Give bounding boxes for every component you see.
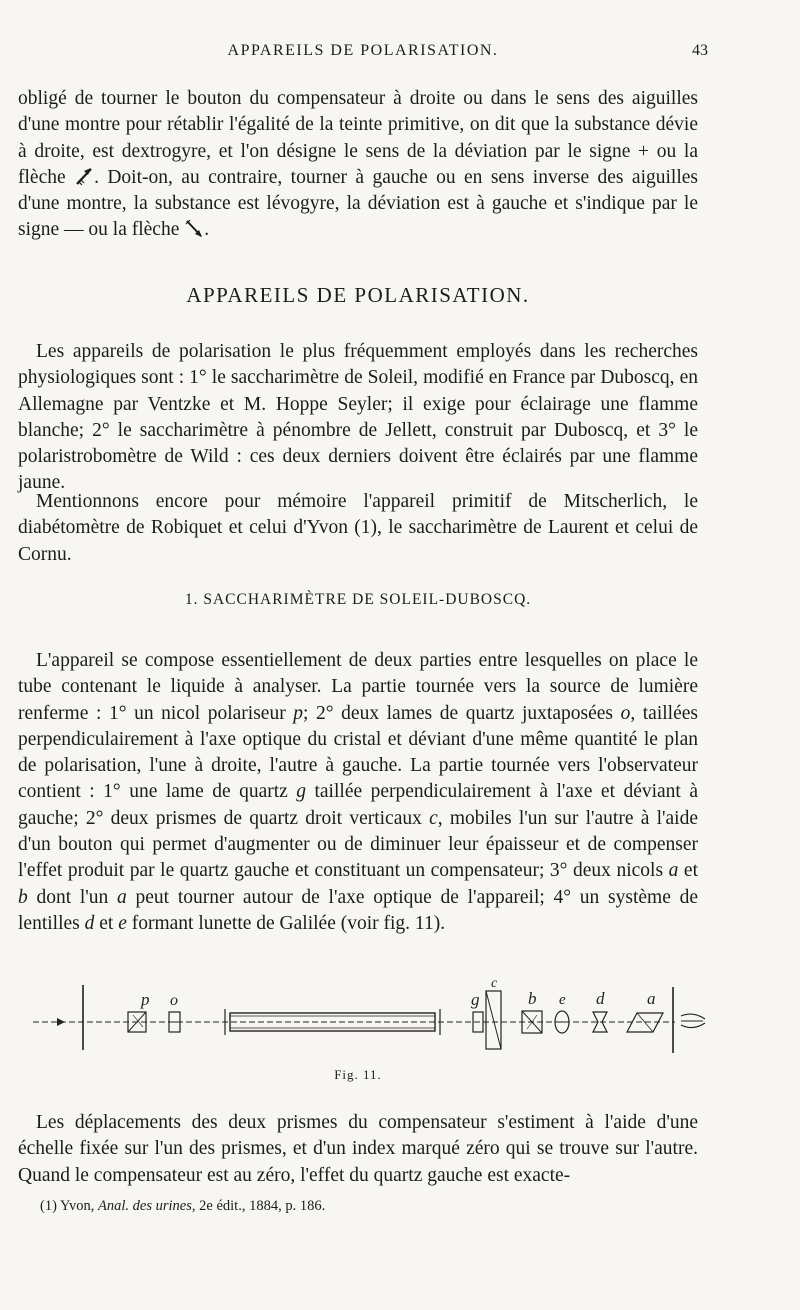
p4-var-e: e bbox=[118, 912, 127, 934]
paragraph-dextrogyre bbox=[18, 86, 698, 244]
lens-e bbox=[555, 1011, 569, 1033]
figure-saccharimetre-diagram bbox=[25, 975, 715, 1060]
footnote-author: Yvon, bbox=[60, 1198, 95, 1214]
quartz-plates-o bbox=[169, 1012, 180, 1032]
optical-diagram bbox=[25, 975, 715, 1060]
p4-text-4: taillée perpendiculairement à l'axe et déviant à gauche; 2° deux prismes de quartz droit verticaux bbox=[18, 781, 698, 829]
paragraph-mentionnons: Mentionnons encore pour mémoire l'appareil primitif de Mitscherlich, le diabétomètre de Robiquet et celui d'Yvon (1), le saccharimètre de Laurent et celui de Cornu. bbox=[18, 491, 698, 565]
dextro-arrow-icon bbox=[74, 166, 94, 186]
eye-icon bbox=[681, 1014, 705, 1027]
p4-text-9: et bbox=[94, 912, 119, 934]
figure-label-g: g bbox=[471, 990, 480, 1009]
figure-label-e: e bbox=[559, 992, 566, 1008]
p4-text-3: , taillées perpendiculairement à l'axe optique du cristal et déviant d'une même quantité le plan de polarisation, l'une à droite, l'autre à gauche. La partie tournée vers l'observateur contient : 1° une lame de quartz bbox=[18, 702, 698, 803]
p4-text-5: , mobiles l'un sur l'autre à l'aide d'un bouton qui permet d'augmenter ou de diminuer leur épaisseur et de compenser l'effet produit par le quartz gauche et constituant un compensateur; 3° deux nicols bbox=[18, 807, 699, 882]
p4-text-1: L'appareil se compose essentiellement de deux parties entre lesquelles on place le tube contenant le liquide à analyser. La partie tournée vers la source de lumière renferme : 1° un nicol polariseur bbox=[18, 650, 698, 724]
paragraph-1-text-c: . bbox=[204, 219, 210, 241]
footnote-details: 2e édit., 1884, p. 186. bbox=[199, 1198, 326, 1214]
running-title: APPAREILS DE POLARISATION. bbox=[227, 42, 499, 59]
p4-var-d: d bbox=[84, 912, 95, 934]
figure-label-a: a bbox=[647, 989, 656, 1008]
p4-text-2: ; 2° deux lames de quartz juxtaposées bbox=[303, 702, 621, 724]
running-head bbox=[18, 42, 708, 68]
section-heading: APPAREILS DE POLARISATION. bbox=[186, 283, 530, 307]
figure-label-o: o bbox=[170, 992, 178, 1009]
nicol-analyseur-a bbox=[627, 1013, 663, 1032]
footnote-marker: (1) bbox=[40, 1198, 57, 1214]
footnote-title: Anal. des urines, bbox=[98, 1198, 196, 1214]
figure-label-d: d bbox=[596, 989, 605, 1008]
compensator-c bbox=[486, 991, 501, 1049]
p4-var-b: b bbox=[18, 886, 28, 908]
paragraph-1-text-a: obligé de tourner le bouton du compensateur à droite ou dans le sens des aiguilles d'une montre pour rétablir l'égalité de la teinte primitive, on dit que la substance dévie à droite, est dextrogyre, et l'on désigne le sens de la déviation par le signe + ou la flèche bbox=[18, 88, 698, 188]
p4-text-10: formant lunette de Galilée (voir fig. 11). bbox=[126, 912, 446, 934]
p4-var-p: p bbox=[293, 702, 304, 724]
p4-text-8: peut tourner autour de l'axe optique de l'appareil; 4° un système de lentilles bbox=[18, 886, 698, 934]
p4-var-a: a bbox=[668, 860, 679, 882]
p4-var-g: g bbox=[296, 781, 307, 803]
figure-label-p: p bbox=[141, 990, 150, 1009]
paragraph-1-text-b: . Doit-on, au contraire, tourner à gauche ou en sens inverse des aiguilles d'une montre, la substance est lévogyre, la déviation est à gauche et s'indique par le signe — ou la flèche bbox=[18, 166, 699, 241]
p4-var-a2: a bbox=[117, 886, 127, 908]
subsection-heading: 1. SACCHARIMÈTRE DE SOLEIL-DUBOSCQ. bbox=[184, 591, 532, 608]
footnote bbox=[40, 1198, 700, 1215]
figure-caption: Fig. 11. bbox=[334, 1067, 382, 1082]
paragraph-appareil-compose bbox=[18, 648, 698, 937]
paragraph-deplacements: Les déplacements des deux prismes du compensateur s'estiment à l'aide d'une échelle fixée sur l'un des prismes, et d'un index marqué zéro qui se trouve sur l'autre. Quand le compensateur est au zéro, l'effet du quartz gauche est exacte- bbox=[18, 1112, 698, 1186]
paragraph-appareils: Les appareils de polarisation le plus fréquemment employés dans les recherches physiologiques sont : 1° le saccharimètre de Soleil, modifié en France par Duboscq, en Allemagne par Ventzke et M. Hoppe Seyler; il exige pour éclairage une flamme blanche; 2° le saccharimètre à pénombre de Jellett, construit par Duboscq, et 3° le polaristrobomètre de Wild : ces deux derniers doivent être éclairés par une flamme jaune. bbox=[18, 341, 698, 494]
levo-arrow-icon bbox=[184, 218, 204, 238]
page-number: 43 bbox=[692, 42, 708, 59]
p4-text-7: dont l'un bbox=[27, 886, 118, 908]
p4-text-6: et bbox=[678, 860, 698, 882]
p4-var-o: o bbox=[620, 702, 631, 724]
figure-label-b: b bbox=[528, 989, 537, 1008]
figure-label-c: c bbox=[491, 976, 498, 991]
axis-arrow-icon bbox=[57, 1018, 65, 1026]
p4-var-c: c bbox=[429, 807, 438, 829]
